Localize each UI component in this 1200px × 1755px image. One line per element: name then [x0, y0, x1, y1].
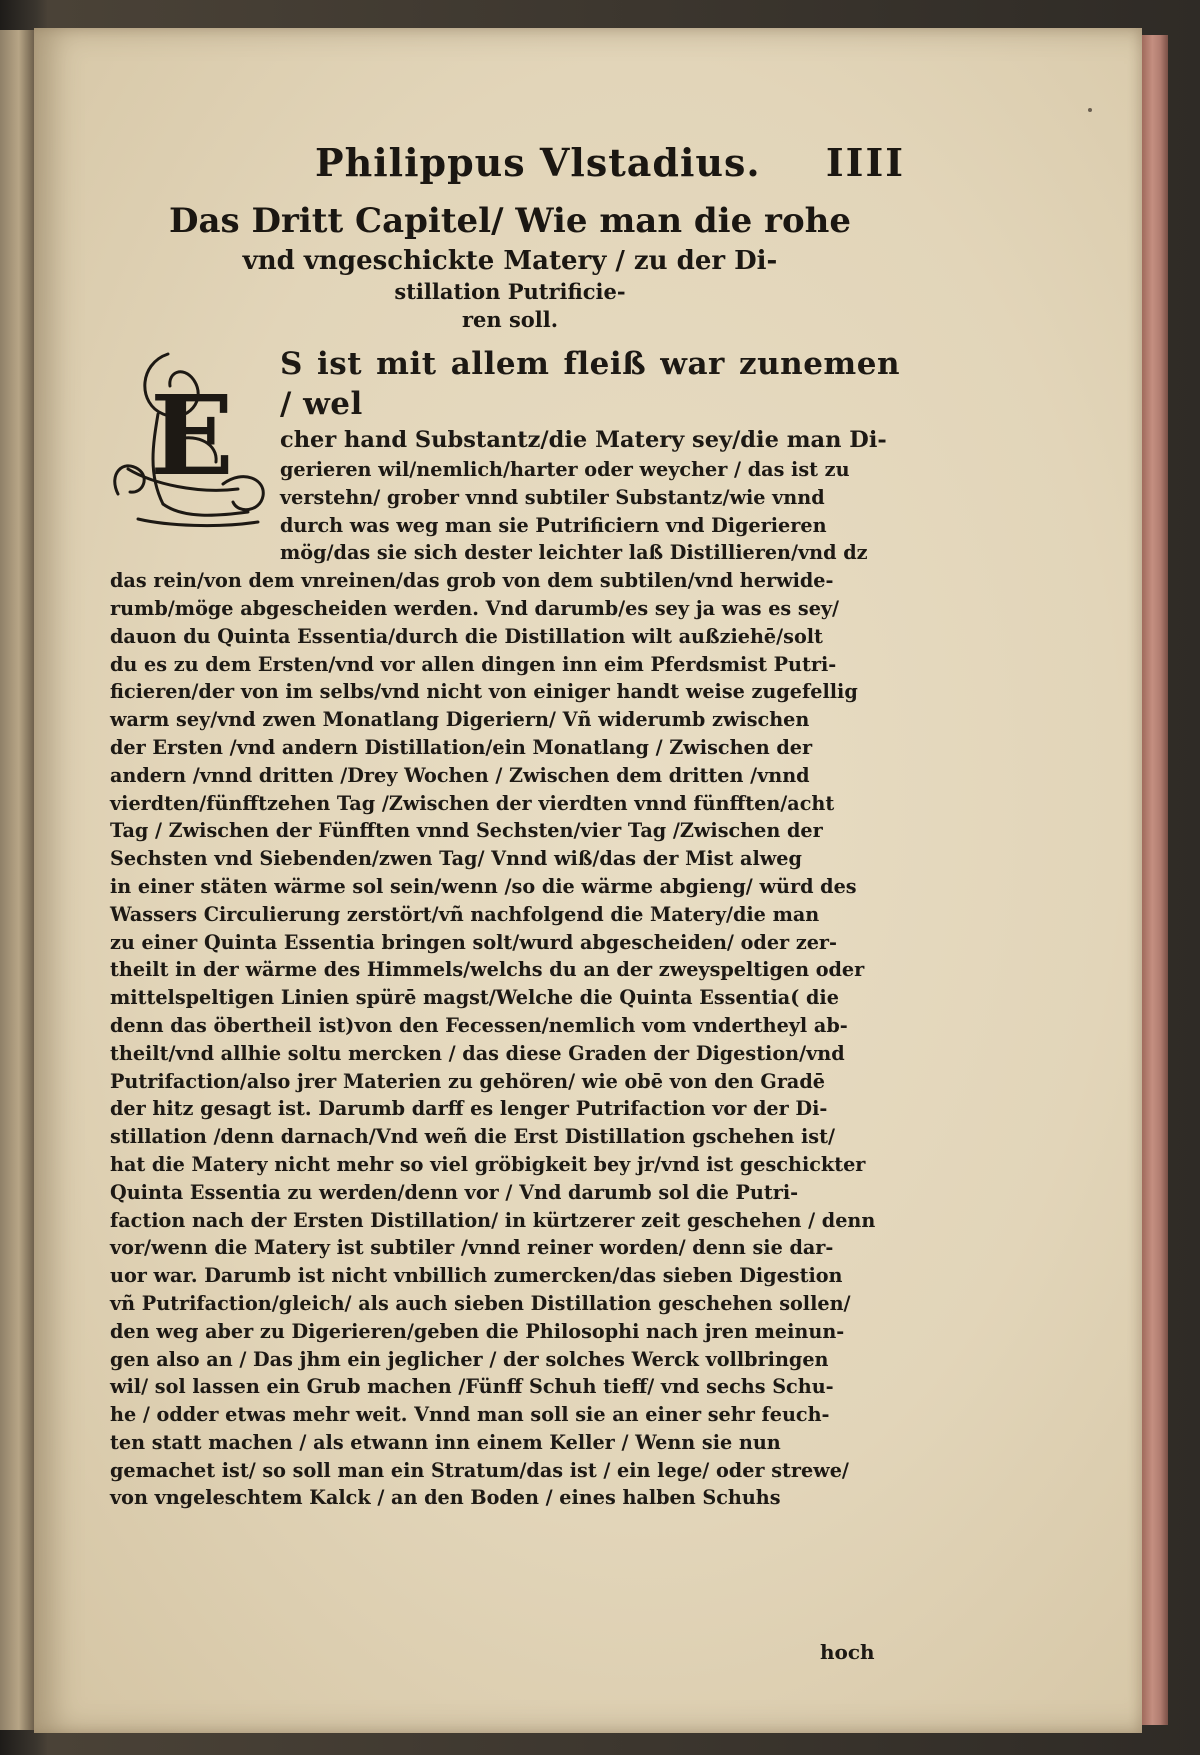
text-line: wil/ sol lassen ein Grub machen /Fünff Schuh tieff/ vnd sechs Schu- [110, 1375, 834, 1399]
text-line: Sechsten vnd Siebenden/zwen Tag/ Vnnd wiß/das der Mist alweg [110, 847, 802, 871]
folio-number: IIII [825, 140, 905, 185]
text-line: theilt in der wärme des Himmels/welchs du an der zweyspeltigen oder [110, 958, 865, 982]
text-line: das rein/von dem vnreinen/das grob von dem subtilen/vnd herwide- [110, 569, 834, 593]
text-line: von vngeleschtem Kalck / an den Boden / eines halben Schuhs [110, 1486, 781, 1510]
text-line: cher hand Substantz/die Matery sey/die man Di- [280, 427, 887, 453]
text-line: vñ Putrifaction/gleich/ als auch sieben Distillation geschehen sollen/ [110, 1291, 851, 1315]
text-line: in einer stäten wärme sol sein/wenn /so die wärme abgieng/ würd des [110, 874, 857, 898]
chapter-body [110, 344, 900, 1512]
text-line: der hitz gesagt ist. Darumb darff es lenger Putrifaction vor der Di- [110, 1097, 828, 1121]
chapter-title-line: Das Dritt Capitel/ Wie man die rohe [169, 201, 851, 241]
text-line: dauon du Quinta Essentia/durch die Distillation wilt außziehē/solt [110, 624, 823, 648]
text-line: theilt/vnd allhie soltu mercken / das diese Graden der Digestion/vnd [110, 1041, 845, 1065]
text-line: faction nach der Ersten Distillation/ in kürtzerer zeit geschehen / denn [110, 1208, 876, 1232]
text-line: rumb/möge abgescheiden werden. Vnd darumb/es sey ja was es sey/ [110, 596, 840, 620]
chapter-title-line: ren soll. [461, 307, 559, 332]
decorated-initial-icon [98, 344, 273, 534]
text-line: ten statt machen / als etwann inn einem Keller / Wenn sie nun [110, 1430, 781, 1454]
text-line: der Ersten /vnd andern Distillation/ein Monatlang / Zwischen der [110, 735, 813, 759]
text-line: S ist mit allem fleiß war zunemen / wel [280, 346, 900, 422]
chapter-title [160, 198, 860, 334]
text-line: hat die Matery nicht mehr so viel gröbigkeit bey jr/vnd ist geschickter [110, 1152, 866, 1176]
running-head-author: Philippus Vlstadius. [315, 140, 761, 185]
text-line: uor war. Darumb ist nicht vnbillich zumercken/das sieben Digestion [110, 1264, 843, 1288]
text-line: gerieren wil/nemlich/harter oder weycher / das ist zu [280, 458, 850, 481]
text-line: vierdten/fünfftzehen Tag /Zwischen der vierdten vnnd fünfften/acht [110, 791, 835, 815]
text-line: vor/wenn die Matery ist subtiler /vnnd reiner worden/ denn sie dar- [110, 1236, 834, 1260]
text-line: gemachet ist/ so soll man ein Stratum/das ist / ein lege/ oder strewe/ [110, 1458, 849, 1482]
text-line: denn das öbertheil ist)von den Fecessen/nemlich vom vndertheyl ab- [110, 1013, 848, 1037]
text-line: Quinta Essentia zu werden/denn vor / Vnd darumb sol die Putri- [110, 1180, 799, 1204]
text-line: ficieren/der von im selbs/vnd nicht von einiger handt weise zugefellig [110, 680, 858, 704]
text-line: den weg aber zu Digerieren/geben die Philosophi nach jren meinun- [110, 1319, 845, 1343]
text-line: warm sey/vnd zwen Monatlang Digeriern/ Vñ widerumb zwischen [110, 708, 810, 732]
text-line: mög/das sie sich dester leichter laß Distillieren/vnd dz [280, 541, 868, 565]
drop-initial-letter: E [150, 371, 234, 500]
page-content [110, 140, 905, 1512]
text-line: verstehn/ grober vnnd subtiler Substantz/wie vnnd [280, 485, 825, 509]
text-line: zu einer Quinta Essentia bringen solt/wurd abgescheiden/ oder zer- [110, 930, 838, 954]
text-line: mittelspeltigen Linien spürē magst/Welche die Quinta Essentia( die [110, 986, 839, 1010]
text-line: Tag / Zwischen der Fünfften vnnd Sechsten/vier Tag /Zwischen der [110, 819, 823, 843]
text-line: durch was weg man sie Putrificiern vnd Digerieren [280, 513, 827, 537]
chapter-title-line: stillation Putrificie- [394, 279, 626, 304]
text-line: Wassers Circulierung zerstört/vñ nachfolgend die Matery/die man [110, 902, 820, 926]
text-line: stillation /denn darnach/Vnd weñ die Erst Distillation gschehen ist/ [110, 1125, 835, 1149]
text-line: andern /vnnd dritten /Drey Wochen / Zwischen dem dritten /vnnd [110, 763, 810, 787]
red-page-edges [1142, 35, 1168, 1725]
text-line: Putrifaction/also jrer Materien zu gehören/ wie obē von den Gradē [110, 1069, 825, 1093]
text-line: gen also an / Das jhm ein jeglicher / der solches Werck vollbringen [110, 1347, 829, 1371]
ink-speck [1088, 108, 1092, 112]
text-line: he / odder etwas mehr weit. Vnnd man soll sie an einer sehr feuch- [110, 1403, 830, 1427]
text-line: du es zu dem Ersten/vnd vor allen dingen inn eim Pferdsmist Putri- [110, 652, 837, 676]
catchword: hoch [820, 1640, 875, 1664]
facing-page-edge [0, 30, 34, 1730]
chapter-title-line: vnd vngeschickte Matery / zu der Di- [242, 246, 778, 276]
running-head [110, 140, 905, 196]
